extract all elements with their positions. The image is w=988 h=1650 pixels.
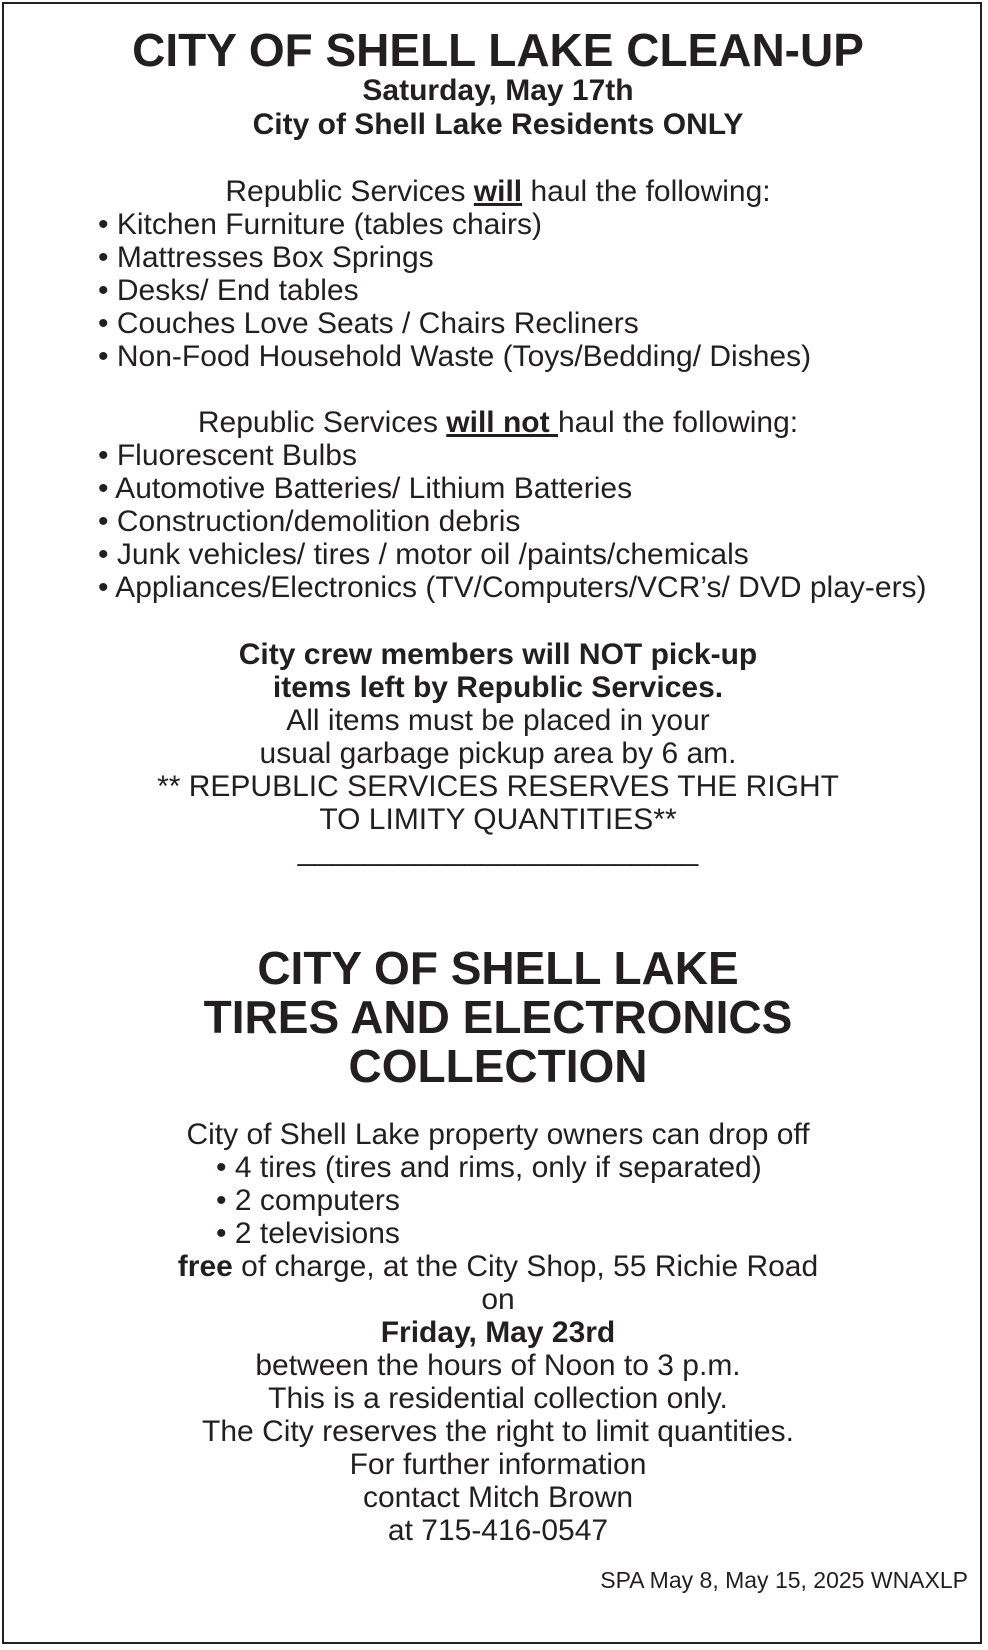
collection-items [98,1151,978,1250]
divider: ________________________ [297,834,699,867]
will-haul-intro [98,175,898,208]
will-not-haul-item: • Construction/demolition debris [98,505,521,538]
will-not-haul-item: • Fluorescent Bulbs [98,439,357,472]
publication-footer: SPA May 8, May 15, 2025 WNAXLP [600,1567,968,1593]
will-intro-pre: Republic Services [225,175,474,208]
collection-date: Friday, May 23rd [380,1316,616,1349]
will-not-haul-item: • Appliances/Electronics (TV/Computers/VCR’s/ DVD play-ers) [98,571,927,604]
collection-section [98,944,978,1547]
will-haul-item: • Non-Food Household Waste (Toys/Bedding/ Dishes) [98,340,812,373]
collection-on: on [481,1283,515,1316]
collection-item: • 4 tires (tires and rims, only if separated) [216,1151,762,1184]
willnot-intro-post: haul the following: [557,406,799,439]
collection-hours: between the hours of Noon to 3 p.m. [255,1349,741,1382]
will-not-haul-list [98,439,978,604]
will-not-haul-item: • Automotive Batteries/ Lithium Batteries [98,472,633,505]
reserve-line1: ** REPUBLIC SERVICES RESERVES THE RIGHT [157,770,839,803]
placement-line2: usual garbage pickup area by 6 am. [259,737,737,770]
will-haul-item: • Kitchen Furniture (tables chairs) [98,208,543,241]
crew-notice-line2: items left by Republic Services. [272,671,724,704]
will-haul-item: • Desks/ End tables [98,274,359,307]
collection-residential: This is a residential collection only. [268,1382,728,1415]
cleanup-eligibility: City of Shell Lake Residents ONLY [252,108,744,141]
will-not-word: will not [446,406,558,439]
will-haul-item: • Couches Love Seats / Chairs Recliners [98,307,639,340]
will-word: will [473,175,523,208]
location-rest: of charge, at the City Shop, 55 Richie Road [232,1250,819,1283]
crew-notice-line1: City crew members will NOT pick-up [238,638,758,671]
cleanup-section [98,26,978,866]
collection-title-line1: CITY OF SHELL LAKE [257,942,739,994]
info-line1: For further information [349,1448,647,1481]
collection-item: • 2 computers [216,1184,400,1217]
collection-limit: The City reserves the right to limit quantities. [202,1415,794,1448]
collection-title-line3: COLLECTION [348,1040,648,1092]
cleanup-title: CITY OF SHELL LAKE CLEAN-UP [132,24,864,76]
cleanup-date: Saturday, May 17th [362,74,634,107]
collection-title-line2: TIRES AND ELECTRONICS [203,991,793,1043]
collection-item: • 2 televisions [216,1217,400,1250]
will-haul-item: • Mattresses Box Springs [98,241,434,274]
placement-line1: All items must be placed in your [286,704,710,737]
will-not-haul-item: • Junk vehicles/ tires / motor oil /paints/chemicals [98,538,749,571]
collection-location [98,1250,898,1283]
reserve-line2: TO LIMITY QUANTITIES** [319,803,677,836]
will-intro-post: haul the following: [522,175,771,208]
info-line2: contact Mitch Brown [362,1481,634,1514]
info-line3: at 715-416-0547 [387,1514,609,1547]
willnot-intro-pre: Republic Services [197,406,447,439]
free-word: free [177,1250,233,1283]
will-not-haul-intro [98,406,898,439]
collection-intro: City of Shell Lake property owners can drop off [186,1118,810,1151]
notice-frame [2,2,982,1644]
will-haul-list [98,208,978,373]
